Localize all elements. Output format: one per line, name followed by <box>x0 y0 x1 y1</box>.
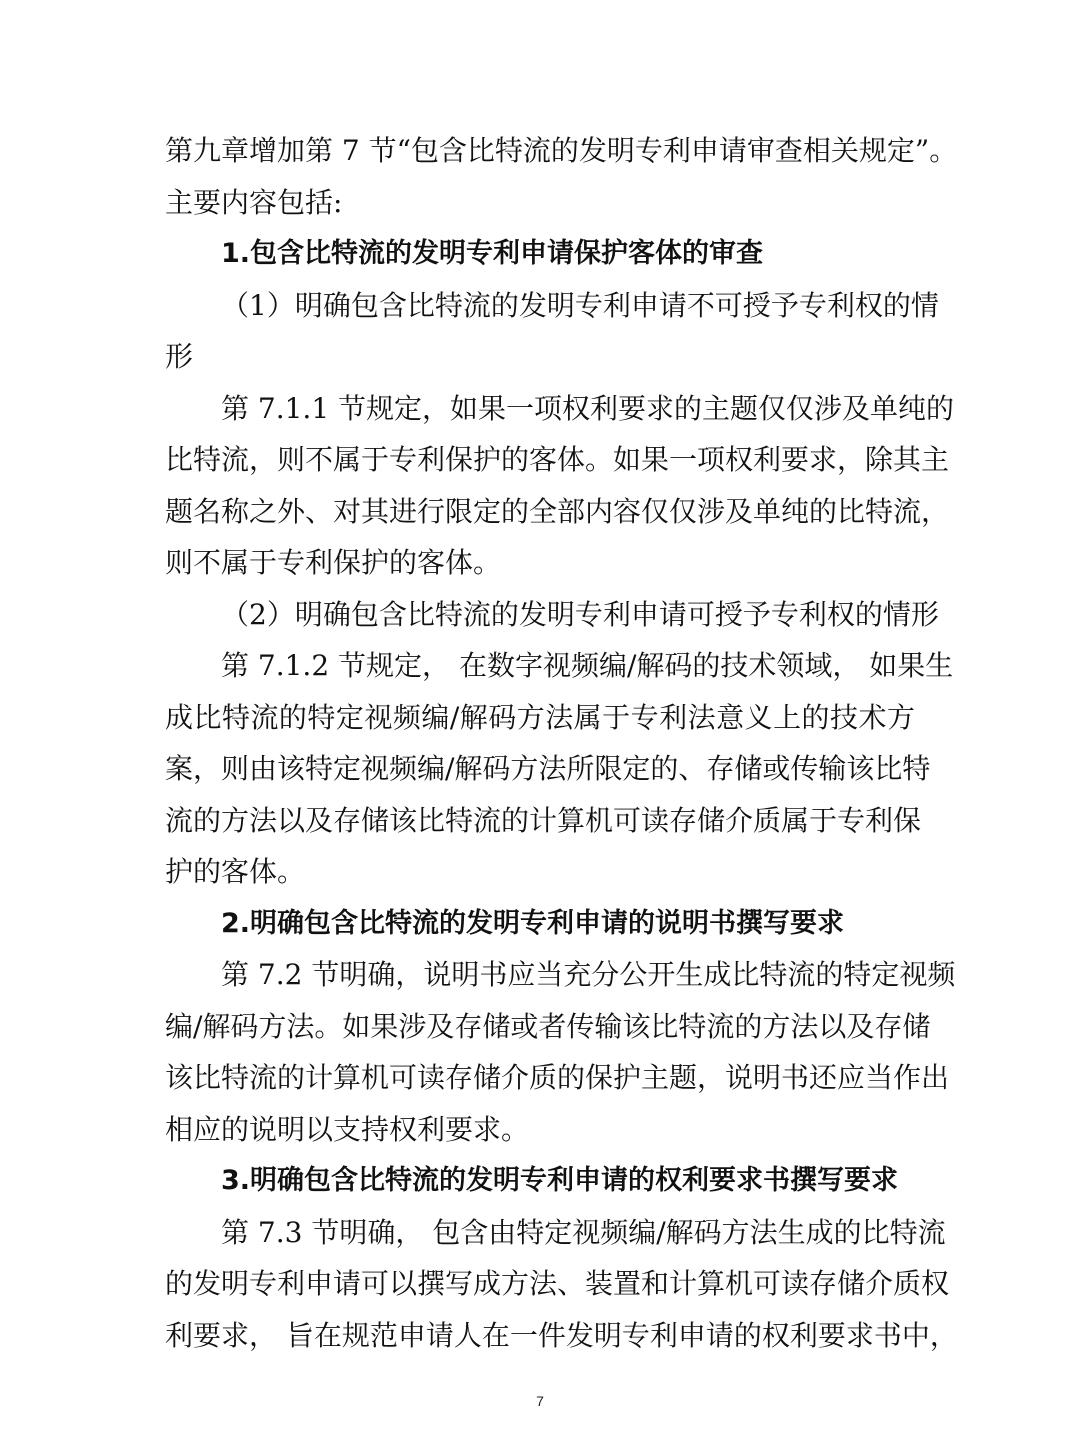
page-number: 7 <box>536 1393 544 1409</box>
paragraph-line: 则不属于专利保护的客体。 <box>165 546 502 579</box>
paragraph-line: 成比特流的特定视频编/解码方法属于专利法意义上的技术方 <box>165 700 915 734</box>
paragraph-line: 该比特流的计算机可读存储介质的保护主题，说明书还应当作出 <box>165 1061 950 1094</box>
paragraph-line: 题名称之外、对其进行限定的全部内容仅仅涉及单纯的比特流， <box>165 494 950 528</box>
paragraph-line: 的发明专利申请可以撰写成方法、装置和计算机可读存储介质权 <box>165 1267 950 1300</box>
paragraph-line: 形 <box>165 340 194 373</box>
paragraph-line: 比特流，则不属于专利保护的客体。如果一项权利要求，除其主 <box>165 443 950 476</box>
paragraph-line: 利要求， 旨在规范申请人在一件发明专利申请的权利要求书中， <box>165 1318 958 1352</box>
section-heading: 2.明确包含比特流的发明专利申请的说明书撰写要求 <box>221 907 845 939</box>
paragraph-line: 第 7.2 节明确，说明书应当充分公开生成比特流的特定视频 <box>221 958 956 991</box>
paragraph-line: 案，则由该特定视频编/解码方法所限定的、存储或传输该比特 <box>165 752 931 785</box>
paragraph-line: 流的方法以及存储该比特流的计算机可读存储介质属于专利保 <box>165 803 922 837</box>
paragraph-line: 第 7.1.1 节规定，如果一项权利要求的主题仅仅涉及单纯的 <box>221 391 955 425</box>
document-body <box>165 125 958 1361</box>
paragraph-line: 第 7.3 节明确， 包含由特定视频编/解码方法生成的比特流 <box>221 1215 946 1249</box>
paragraph-line: 第 7.1.2 节规定， 在数字视频编/解码的技术领域， 如果生 <box>221 649 954 682</box>
paragraph-line: 护的客体。 <box>165 855 306 888</box>
paragraph-line: 主要内容包括: <box>165 185 343 219</box>
paragraph-line: 第九章增加第 7 节“包含比特流的发明专利申请审查相关规定”。 <box>165 134 958 167</box>
section-heading: 3.明确包含比特流的发明专利申请的权利要求书撰写要求 <box>221 1165 899 1196</box>
paragraph-line: （2）明确包含比特流的发明专利申请可授予专利权的情形 <box>221 597 939 631</box>
section-heading: 1.包含比特流的发明专利申请保护客体的审查 <box>221 238 764 269</box>
paragraph-line: 相应的说明以支持权利要求。 <box>165 1112 530 1146</box>
paragraph-line: （1）明确包含比特流的发明专利申请不可授予专利权的情 <box>221 288 939 322</box>
paragraph-line: 编/解码方法。如果涉及存储或者传输该比特流的方法以及存储 <box>165 1009 931 1043</box>
